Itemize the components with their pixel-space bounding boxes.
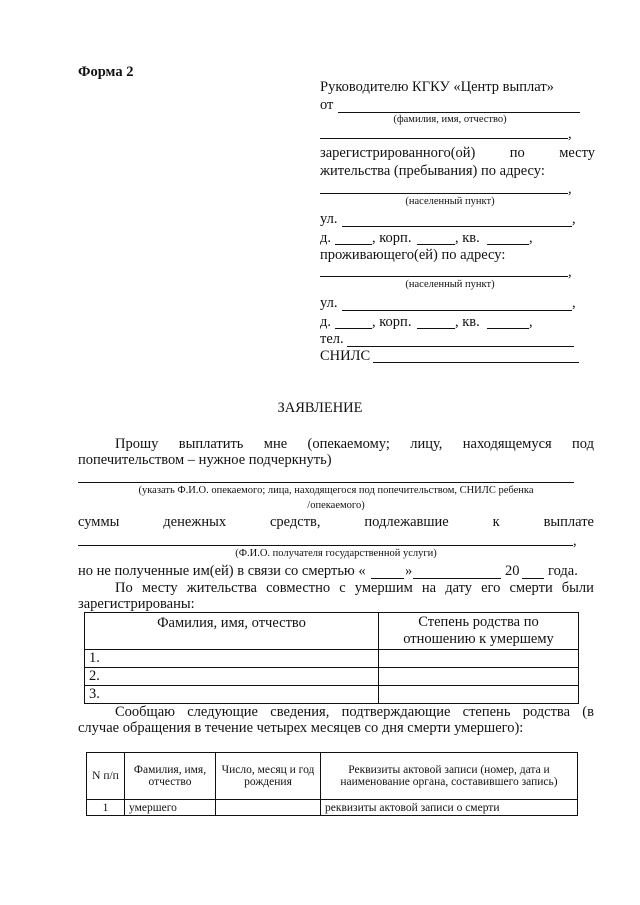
- street-label-1: ул.: [320, 211, 338, 227]
- word: находящемуся: [462, 436, 552, 452]
- street-line-2[interactable]: [342, 310, 572, 311]
- word: к: [492, 514, 500, 530]
- comma-1: ,: [568, 126, 572, 142]
- not-received-b: »: [405, 563, 413, 579]
- word: на: [421, 580, 437, 596]
- table1-row-relation[interactable]: [379, 686, 579, 704]
- report-paragraph: [115, 704, 594, 721]
- request-cont: попечительством – нужное подчеркнуть): [78, 452, 332, 468]
- word: умершим: [354, 580, 413, 596]
- word: (в: [582, 704, 594, 720]
- word: были: [561, 580, 594, 596]
- table1-row-num[interactable]: 1.: [85, 650, 379, 668]
- word: совместно: [266, 580, 331, 596]
- word: мне: [263, 436, 288, 452]
- word: подтверждающие: [341, 704, 451, 720]
- comma-4: ,: [529, 230, 533, 246]
- not-received-d: года.: [548, 563, 578, 579]
- phone-line[interactable]: [347, 346, 574, 347]
- word: Прошу: [115, 436, 159, 452]
- from-label: от: [320, 97, 334, 113]
- comma-2: ,: [568, 181, 572, 197]
- korp-label-1: , корп.: [372, 230, 412, 246]
- word: суммы: [78, 514, 120, 530]
- house-line-2[interactable]: [335, 328, 372, 329]
- ward-hint-1: (указать Ф.И.О. опекаемого; лица, находящегося под попечительством, СНИЛС ребенка: [138, 485, 534, 496]
- living-label: проживающего(ей) по адресу:: [320, 247, 506, 263]
- comma-8: ,: [573, 533, 577, 549]
- table-row: [85, 668, 579, 686]
- table-row: [85, 650, 579, 668]
- not-received-c: 20: [505, 563, 520, 579]
- comma-3: ,: [572, 211, 576, 227]
- kv-line-1[interactable]: [487, 244, 529, 245]
- kv-line-2[interactable]: [487, 328, 529, 329]
- ward-line[interactable]: [78, 482, 574, 483]
- word: по: [509, 145, 525, 161]
- korp-line-1[interactable]: [417, 244, 455, 245]
- word: под: [572, 436, 594, 452]
- snils-label: СНИЛС: [320, 348, 371, 364]
- comma-7: ,: [529, 314, 533, 330]
- street-line-1[interactable]: [342, 226, 572, 227]
- snils-line[interactable]: [373, 362, 579, 363]
- word: следующие: [187, 704, 258, 720]
- word: выплатить: [178, 436, 244, 452]
- table2-cell-birth[interactable]: [216, 800, 321, 816]
- comma-6: ,: [572, 295, 576, 311]
- table1-header-relation: Степень родства по отношению к умершему: [379, 613, 579, 650]
- word: (опекаемому;: [307, 436, 390, 452]
- word: денежных: [163, 514, 227, 530]
- word: месту: [141, 580, 178, 596]
- word: подлежавшие: [364, 514, 449, 530]
- table1-row-num[interactable]: 2.: [85, 668, 379, 686]
- report-cont: случае обращения в течение четырех месяцев со дня смерти умершего):: [78, 720, 524, 736]
- recipient-hint: (Ф.И.О. получателя государственной услуги): [235, 548, 437, 559]
- year-line[interactable]: [522, 578, 544, 579]
- name-line-2[interactable]: [320, 138, 568, 139]
- word: выплате: [543, 514, 594, 530]
- word: зарегистрированного(ой): [320, 145, 476, 161]
- street-label-2: ул.: [320, 295, 338, 311]
- word: степень: [462, 704, 511, 720]
- settlement-line-2[interactable]: [320, 276, 568, 277]
- word: лицу,: [410, 436, 443, 452]
- from-line[interactable]: [338, 112, 580, 113]
- word: месту: [559, 145, 595, 161]
- phone-label: тел.: [320, 331, 344, 347]
- word: смерти: [509, 580, 553, 596]
- table-row: [85, 686, 579, 704]
- table1-header-name: Фамилия, имя, отчество: [85, 613, 379, 650]
- house-label-2: д.: [320, 314, 332, 330]
- settlement-hint-1: (населенный пункт): [405, 196, 495, 207]
- table1-row-relation[interactable]: [379, 668, 579, 686]
- recipient-line[interactable]: [78, 545, 573, 546]
- kv-label-1: , кв.: [455, 230, 480, 246]
- table-row: [87, 800, 578, 816]
- settlement-line-1[interactable]: [320, 193, 568, 194]
- table2-header-name: Фамилия, имя, отчество: [125, 753, 216, 800]
- word: По: [115, 580, 133, 596]
- house-line-1[interactable]: [335, 244, 372, 245]
- relationship-table: [86, 752, 578, 816]
- table2-header-num: N п/п: [87, 753, 125, 800]
- request-line: [115, 436, 594, 453]
- table2-header-birth: Число, месяц и год рождения: [216, 753, 321, 800]
- table1-row-relation[interactable]: [379, 650, 579, 668]
- word: жительства: [186, 580, 257, 596]
- residence-paragraph: [115, 580, 594, 597]
- korp-line-2[interactable]: [417, 328, 455, 329]
- word: его: [481, 580, 501, 596]
- ward-hint-2: /опекаемого): [307, 500, 365, 511]
- document-title: ЗАЯВЛЕНИЕ: [277, 400, 363, 416]
- word: Сообщаю: [115, 704, 175, 720]
- cohabitants-table: [84, 612, 579, 704]
- word: средств,: [269, 514, 321, 530]
- table2-cell-name[interactable]: умершего: [125, 800, 216, 816]
- table2-cell-record[interactable]: реквизиты актовой записи о смерти: [321, 800, 578, 816]
- house-label-1: д.: [320, 230, 332, 246]
- not-received-a: но не полученные им(ей) в связи со смертью «: [78, 563, 366, 579]
- form-label: Форма 2: [78, 64, 134, 80]
- registered-tail: зарегистрированы:: [78, 596, 195, 612]
- month-line[interactable]: [413, 578, 501, 579]
- name-hint: (фамилия, имя, отчество): [393, 114, 507, 125]
- sum-line: [78, 514, 594, 531]
- korp-label-2: , корп.: [372, 314, 412, 330]
- table2-header-record: Реквизиты актовой записи (номер, дата и наименование органа, составившего запись): [321, 753, 578, 800]
- word: дату: [445, 580, 473, 596]
- comma-5: ,: [568, 264, 572, 280]
- registered-line: [320, 145, 595, 162]
- table2-cell-num[interactable]: 1: [87, 800, 125, 816]
- addressee-to: Руководителю КГКУ «Центр выплат»: [320, 79, 554, 95]
- settlement-hint-2: (населенный пункт): [405, 279, 495, 290]
- day-line[interactable]: [371, 578, 404, 579]
- kv-label-2: , кв.: [455, 314, 480, 330]
- word: с: [339, 580, 346, 596]
- word: сведения,: [270, 704, 330, 720]
- word: родства: [522, 704, 571, 720]
- table1-row-num[interactable]: 3.: [85, 686, 379, 704]
- residence-label: жительства (пребывания) по адресу:: [320, 163, 545, 179]
